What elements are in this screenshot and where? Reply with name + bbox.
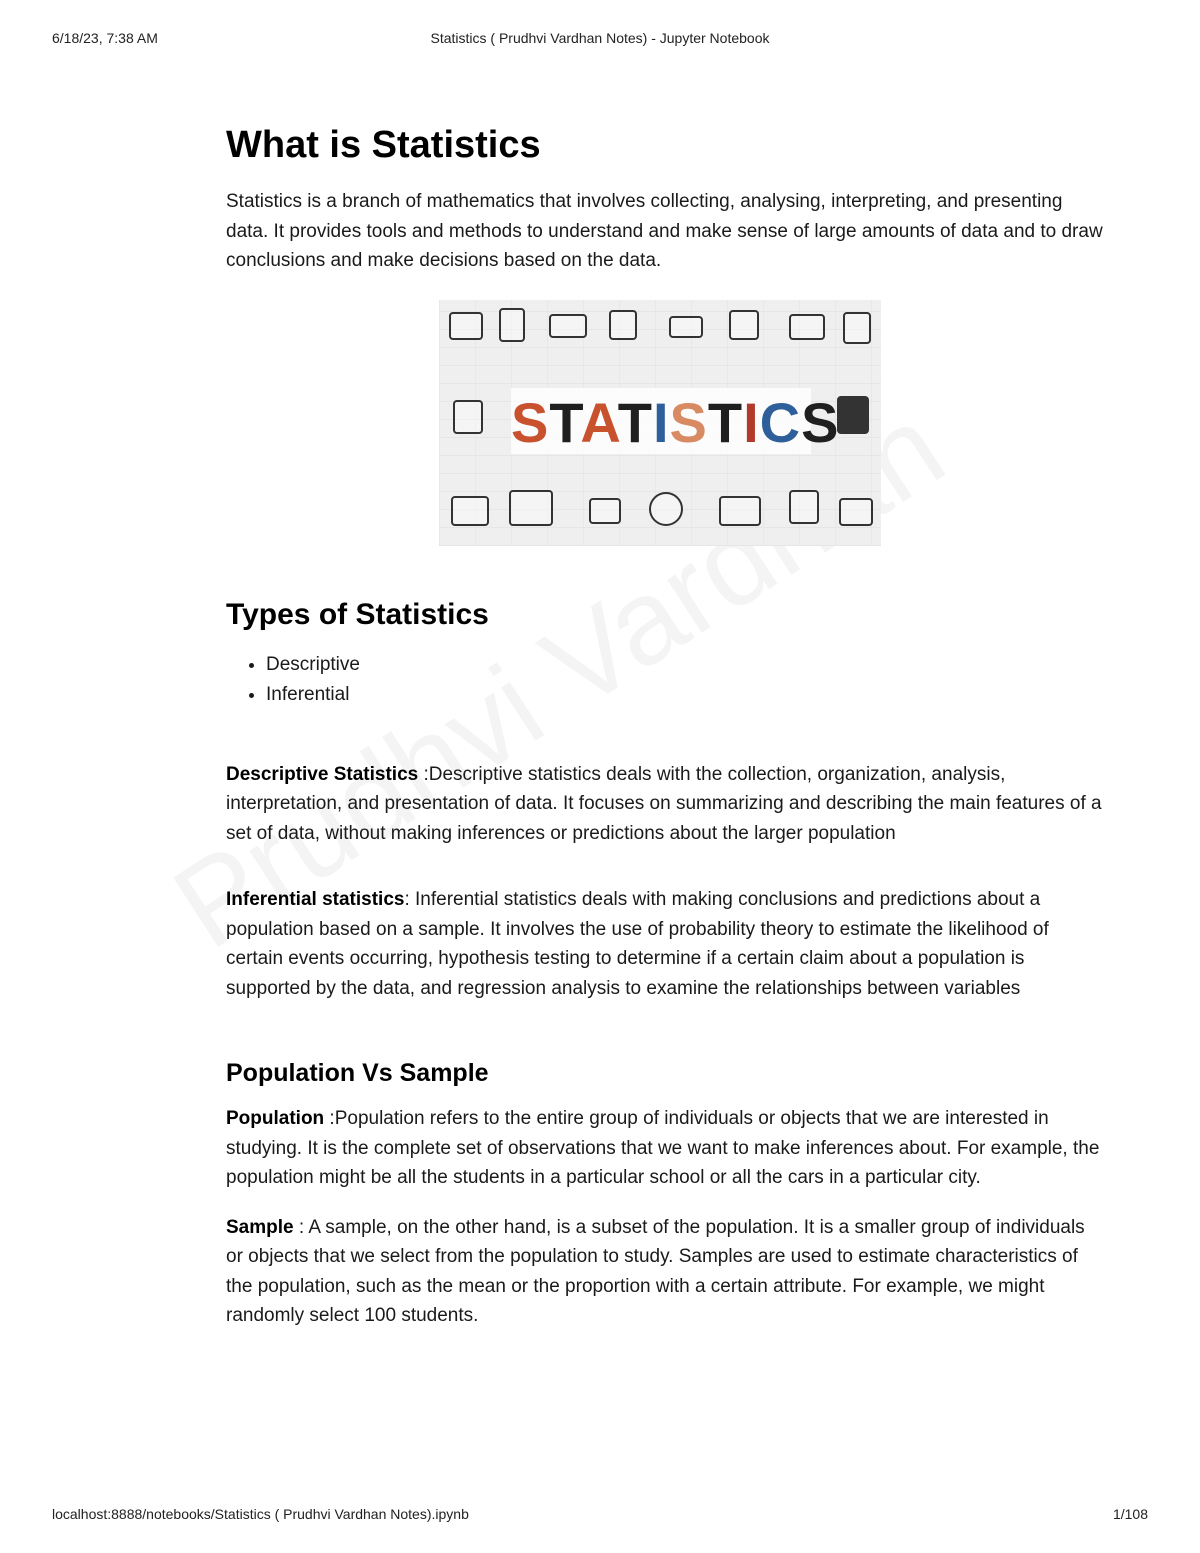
- inferential-term: Inferential statistics: [226, 889, 405, 910]
- banner-letter: S: [511, 390, 550, 454]
- descriptive-term: Descriptive Statistics: [226, 763, 419, 785]
- doodle-icon: [589, 498, 621, 524]
- doodle-icon: [789, 490, 819, 524]
- types-list: [226, 650, 1106, 710]
- statistics-definition: Statistics is a branch of mathematics that involves collecting, analysing, interpreting, and presenting data. It provides tools and methods to understand and make sense of large amounts of data and to draw conclusions and make decisions based on the data.: [226, 191, 1103, 271]
- population-term: Population: [226, 1108, 325, 1129]
- doodle-icon: [449, 312, 483, 340]
- population-text: :Population refers to the entire group of individuals or objects that we are interested in studying. It is the complete set of observations that we want to make inferences about. For example, the population might be all the students in a particular school or all the cars in a particular city.: [226, 1108, 1100, 1188]
- doodle-icon: [451, 496, 489, 526]
- banner-letter: A: [580, 390, 618, 454]
- statistics-banner-text: [511, 390, 840, 455]
- print-url: localhost:8888/notebooks/Statistics ( Prudhvi Vardhan Notes).ipynb: [52, 1506, 469, 1522]
- banner-letter: T: [617, 390, 653, 454]
- statistics-banner: [511, 388, 840, 454]
- page-number: 1/108: [1112, 1506, 1148, 1522]
- descriptive-paragraph: [226, 760, 1106, 849]
- sample-text: : A sample, on the other hand, is a subset of the population. It is a smaller group of individuals or objects that we select from the population to study. Samples are used to estimate characteristics of the population, such as the mean or the proportion with a certain attribute. For example, we might randomly select 100 students.: [226, 1216, 1085, 1326]
- print-header: [52, 30, 1148, 50]
- heading-types-of-statistics: Types of Statistics: [226, 597, 489, 631]
- list-item: • Descriptive: [266, 650, 1106, 680]
- sample-term: Sample: [226, 1216, 294, 1238]
- doodle-icon: [609, 310, 637, 340]
- doodle-icon: [839, 498, 873, 526]
- doodle-icon: [499, 308, 525, 342]
- doodle-icon: [669, 316, 703, 338]
- notebook-content: [226, 118, 1106, 1331]
- doodle-icon: [453, 400, 483, 434]
- doodle-icon: [649, 492, 683, 526]
- banner-letter: S: [669, 390, 708, 454]
- print-datetime: 6/18/23, 7:38 AM: [52, 30, 158, 46]
- banner-letter: I: [652, 390, 670, 454]
- descriptive-text: :Descriptive statistics deals with the collection, organization, analysis, interpretation, and presentation of data. It focuses on summarizing and describing the main features of a set of data, without making inferences or predictions about the larger population: [226, 763, 1102, 844]
- doodle-icon: [509, 490, 553, 526]
- banner-letter: S: [801, 390, 840, 454]
- inferential-paragraph: [226, 885, 1106, 1003]
- heading-what-is-statistics: What is Statistics: [226, 124, 541, 166]
- doodle-icon: [843, 312, 871, 344]
- print-title: Statistics ( Prudhvi Vardhan Notes) - Jupyter Notebook: [430, 30, 770, 46]
- population-paragraph: [226, 1104, 1106, 1193]
- list-item: • Inferential: [266, 680, 1106, 710]
- banner-letter: T: [707, 390, 744, 454]
- doodle-icon: [729, 310, 759, 340]
- doodle-icon: [549, 314, 587, 338]
- banner-letter: C: [759, 390, 802, 454]
- doodle-icon: [719, 496, 761, 526]
- print-footer: [52, 1506, 1148, 1526]
- inferential-text: : Inferential statistics deals with making conclusions and predictions about a population based on a sample. It involves the use of probability theory to estimate the likelihood of certain events occurring, hypothesis testing to determine if a certain claim about a population is supported by the data, and regression analysis to examine the relationships between variables: [226, 889, 1049, 999]
- heading-population-vs-sample: Population Vs Sample: [226, 1059, 489, 1087]
- sample-paragraph: [226, 1213, 1106, 1331]
- doodle-icon: [789, 314, 825, 340]
- banner-letter: T: [549, 390, 581, 454]
- doodle-icon: [837, 396, 869, 434]
- banner-letter: I: [743, 390, 760, 454]
- statistics-illustration: [439, 300, 881, 546]
